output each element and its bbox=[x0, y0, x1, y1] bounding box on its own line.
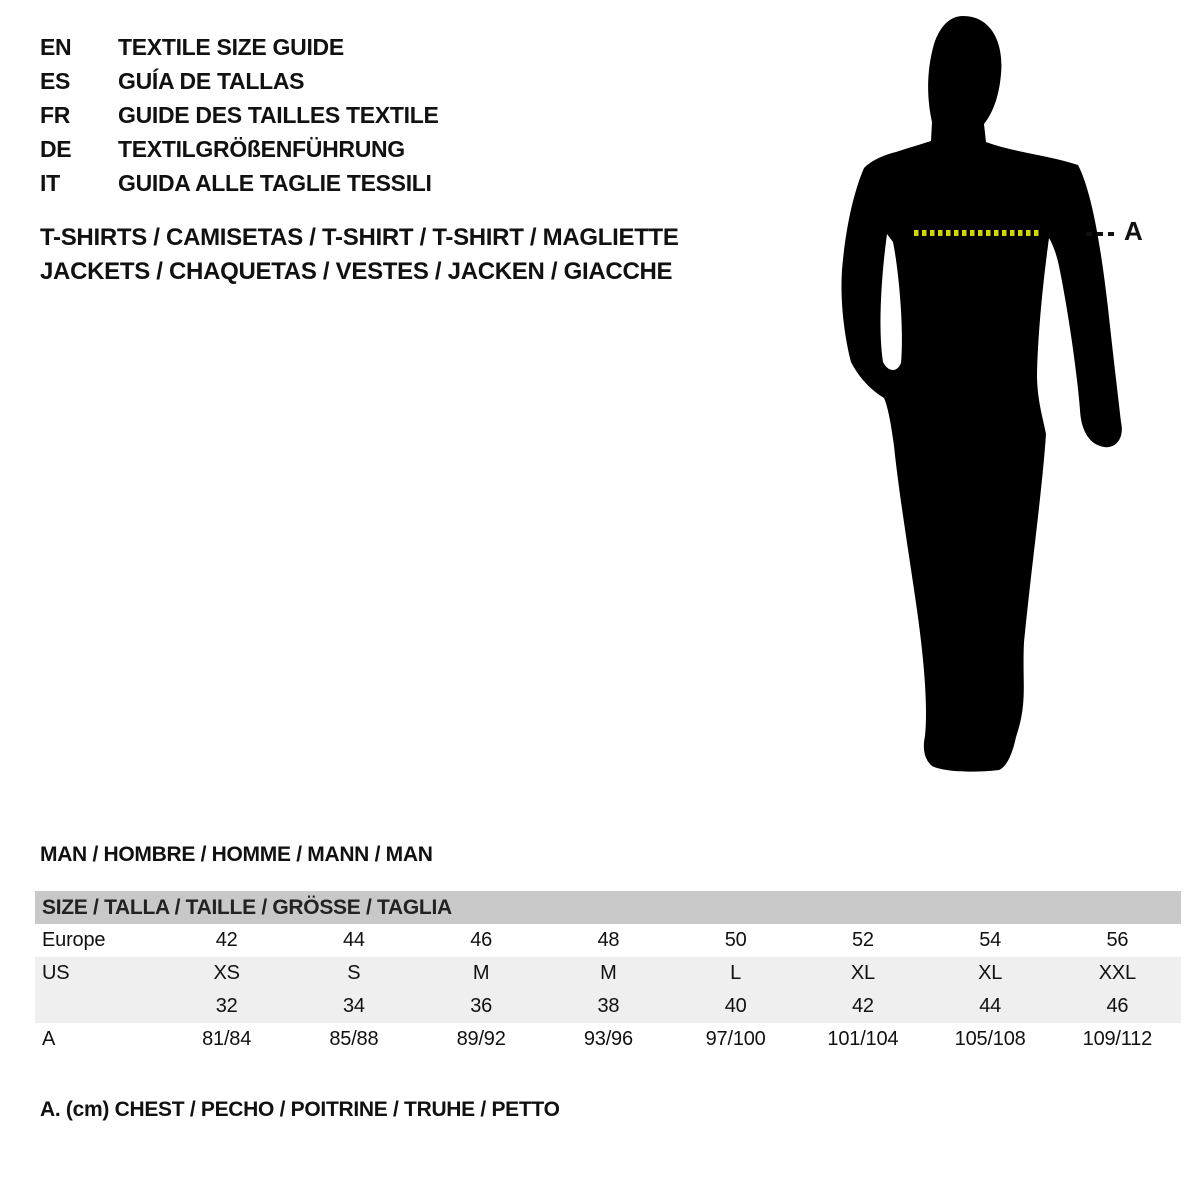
size-cell: 105/108 bbox=[954, 1028, 1026, 1050]
size-cell: 34 bbox=[342, 995, 365, 1017]
size-cell: 50 bbox=[724, 929, 747, 951]
row-label: A bbox=[42, 1028, 56, 1050]
size-cell: 48 bbox=[597, 929, 620, 951]
language-label: GUIDE DES TAILLES TEXTILE bbox=[118, 102, 439, 128]
size-cell: 109/112 bbox=[1082, 1028, 1153, 1050]
size-cell: 89/92 bbox=[456, 1028, 506, 1050]
language-label: TEXTILE SIZE GUIDE bbox=[118, 34, 344, 60]
size-cell: XXL bbox=[1098, 962, 1136, 984]
size-cell: S bbox=[347, 962, 361, 984]
language-code: IT bbox=[40, 170, 60, 196]
size-cell: 44 bbox=[979, 995, 1002, 1017]
category-line-tshirts: T-SHIRTS / CAMISETAS / T-SHIRT / T-SHIRT / MAGLIETTE bbox=[40, 224, 679, 251]
size-cell: L bbox=[730, 962, 742, 984]
size-cell: 52 bbox=[851, 929, 874, 951]
size-cell: M bbox=[600, 962, 617, 984]
size-cell: 46 bbox=[1106, 995, 1129, 1017]
size-cell: 38 bbox=[597, 995, 620, 1017]
size-cell: 101/104 bbox=[827, 1028, 899, 1050]
size-cell: 46 bbox=[470, 929, 493, 951]
size-cell: 93/96 bbox=[583, 1028, 633, 1050]
row-label: Europe bbox=[42, 929, 106, 951]
language-code: FR bbox=[40, 102, 71, 128]
size-cell: 85/88 bbox=[329, 1028, 379, 1050]
size-cell: 54 bbox=[979, 929, 1002, 951]
measure-label-a: A bbox=[1124, 216, 1143, 246]
language-code: ES bbox=[40, 68, 71, 94]
size-cell: 56 bbox=[1106, 929, 1129, 951]
chest-measure-dotted-line bbox=[914, 230, 1040, 236]
section-title-man: MAN / HOMBRE / HOMME / MANN / MAN bbox=[40, 843, 433, 866]
size-table-header: SIZE / TALLA / TAILLE / GRÖSSE / TAGLIA bbox=[35, 891, 1181, 924]
language-code: DE bbox=[40, 136, 72, 162]
language-label: GUIDA ALLE TAGLIE TESSILI bbox=[118, 170, 432, 196]
size-cell: 36 bbox=[470, 995, 493, 1017]
size-cell: XL bbox=[978, 962, 1003, 984]
measurement-footnote: A. (cm) CHEST / PECHO / POITRINE / TRUHE / PETTO bbox=[40, 1098, 560, 1121]
language-label: GUÍA DE TALLAS bbox=[118, 68, 305, 94]
size-cell: 97/100 bbox=[705, 1028, 766, 1050]
size-cell: 44 bbox=[342, 929, 365, 951]
size-cell: 42 bbox=[851, 995, 874, 1017]
size-cell: M bbox=[472, 962, 490, 984]
size-cell: XS bbox=[213, 962, 240, 984]
size-cell: 40 bbox=[724, 995, 747, 1017]
language-code: EN bbox=[40, 34, 72, 60]
size-cell: 81/84 bbox=[202, 1028, 252, 1050]
category-line-jackets: JACKETS / CHAQUETAS / VESTES / JACKEN / GIACCHE bbox=[40, 258, 673, 285]
size-cell: XL bbox=[850, 962, 875, 984]
language-label: TEXTILGRÖßENFÜHRUNG bbox=[118, 136, 405, 162]
measure-callout-dashes bbox=[1086, 232, 1118, 236]
size-cell: 42 bbox=[215, 929, 238, 951]
size-cell: 32 bbox=[215, 995, 238, 1017]
row-label: US bbox=[42, 962, 70, 984]
